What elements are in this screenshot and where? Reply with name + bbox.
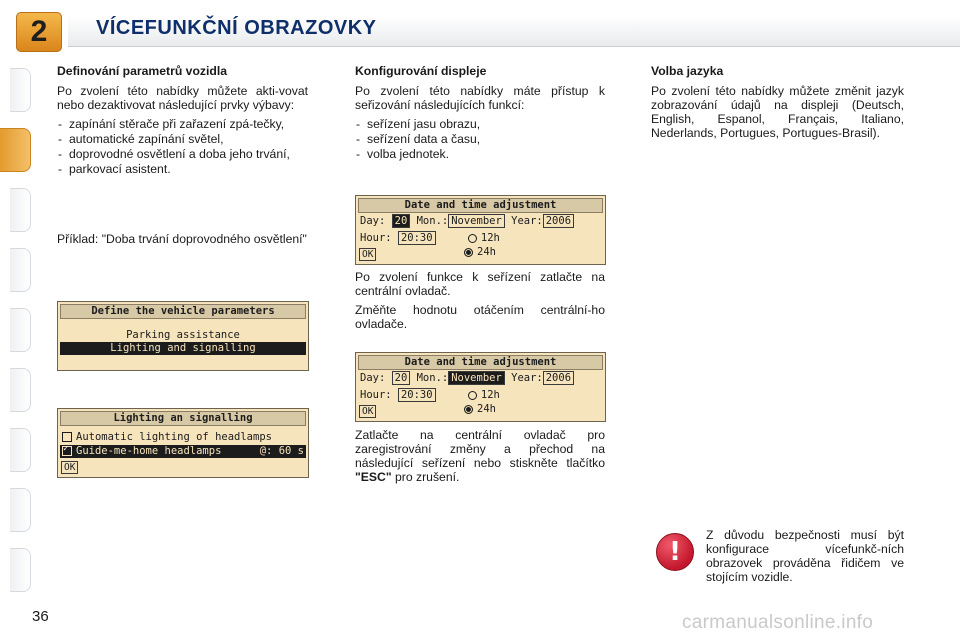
radio-selected-icon: [464, 405, 473, 414]
ok-button: OK: [359, 405, 376, 418]
date-row: [360, 372, 574, 385]
warning-text: Z důvodu bezpečnosti musí být konfigurace vícefunkč-ních obrazovek prováděna řidičem ve stojícím vozidle.: [706, 528, 904, 584]
option-auto-lighting: [62, 431, 272, 444]
instruction-text: Zatlačte na centrální ovladač pro zaregistrování změny a přechod na následující seřízení nebo stiskněte tlačítko: [355, 428, 605, 470]
radio-24h: [464, 246, 496, 259]
chapter-tabs: [0, 60, 34, 590]
day-label: Day:: [360, 215, 386, 227]
month-value-selected: November: [448, 371, 505, 385]
radio-12h: [468, 232, 500, 244]
screen-title: Date and time adjustment: [358, 355, 603, 370]
radio-label: 12h: [480, 232, 500, 244]
month-value: November: [448, 214, 505, 228]
list-item: - seřízení jasu obrazu,: [355, 117, 605, 131]
ok-button: OK: [359, 248, 376, 261]
menu-item-lighting-selected: Lighting and signalling: [60, 342, 306, 355]
year-value: 2006: [543, 214, 574, 228]
screen-define-parameters: [57, 301, 309, 371]
chapter-tab-3[interactable]: [10, 188, 31, 232]
column-display-config: [355, 64, 605, 162]
warning-icon: [656, 533, 694, 571]
radio-icon: [468, 234, 477, 243]
instructions-1: [355, 270, 605, 336]
page-header: [0, 0, 960, 58]
example-text: Příklad: "Doba trvání doprovodného osvětlení": [57, 232, 307, 246]
list-item: - doprovodné osvětlení a doba jeho trvání,: [57, 147, 308, 161]
list-item: - zapínání stěrače při zařazení zpá-tečky,: [57, 117, 308, 131]
section-heading: Volba jazyka: [651, 64, 724, 78]
language-text: Po zvolení této nabídky můžete změnit jazyk zobrazování údajů na displeji (Deutsch, English, Espanol, Français, Italiano, Nederlands, Portugues, Portugues-Brasil).: [651, 84, 904, 140]
screen-title: Lighting an signalling: [60, 411, 306, 426]
watermark: carmanualsonline.info: [682, 612, 874, 633]
column-vehicle-parameters: [57, 64, 308, 251]
time-row: [360, 232, 500, 245]
section-heading: Konfigurování displeje: [355, 64, 487, 78]
screen-date-time-1: [355, 195, 606, 265]
radio-label: 24h: [477, 403, 496, 415]
option-label: Automatic lighting of headlamps: [76, 431, 272, 443]
radio-24h: [464, 403, 496, 416]
radio-label: 12h: [480, 389, 500, 401]
list-item: - volba jednotek.: [355, 147, 605, 161]
esc-key-label: "ESC": [355, 470, 392, 484]
hour-value: 20:30: [398, 231, 436, 245]
chapter-badge: [16, 12, 62, 52]
hour-label: Hour:: [360, 232, 392, 244]
radio-icon: [468, 391, 477, 400]
day-value-selected: 20: [392, 214, 411, 228]
year-value: 2006: [543, 371, 574, 385]
section-intro: Po zvolení této nabídky máte přístup k seřizování následujících funkcí:: [355, 84, 605, 112]
section-heading: Definování parametrů vozidla: [57, 64, 227, 78]
feature-list: [57, 117, 308, 176]
year-label: Year:: [511, 372, 543, 384]
instruction-push: Po zvolení funkce k seřízení zatlačte na centrální ovladač.: [355, 270, 605, 298]
screen-title: Date and time adjustment: [358, 198, 603, 213]
checkbox-icon: [62, 432, 72, 442]
radio-label: 24h: [477, 246, 496, 258]
chapter-tab-9[interactable]: [10, 548, 31, 592]
chapter-tab-8[interactable]: [10, 488, 31, 532]
radio-12h: [468, 389, 500, 401]
chapter-tab-1[interactable]: [10, 68, 31, 112]
year-label: Year:: [511, 215, 543, 227]
option-guide-me-home-selected: [60, 445, 306, 458]
hour-label: Hour:: [360, 389, 392, 401]
instructions-2: [355, 428, 605, 489]
chapter-tab-5[interactable]: [10, 308, 31, 352]
option-label: Guide-me-home headlamps: [76, 445, 222, 457]
instruction-text: pro zrušení.: [395, 470, 460, 484]
screen-date-time-2: [355, 352, 606, 422]
day-value: 20: [392, 371, 411, 385]
function-list: [355, 117, 605, 161]
instruction-rotate: Změňte hodnotu otáčením centrální-ho ovladače.: [355, 303, 605, 331]
screen-lighting: [57, 408, 309, 478]
duration-value: @: 60 s: [259, 445, 304, 457]
month-label: Mon.:: [416, 372, 449, 384]
page-title: VÍCEFUNKČNÍ OBRAZOVKY: [96, 17, 377, 39]
hour-value: 20:30: [398, 388, 436, 402]
screen-title: Define the vehicle parameters: [60, 304, 306, 319]
checkbox-checked-icon: [62, 446, 72, 456]
chapter-tab-2-active[interactable]: [0, 128, 31, 172]
ok-button: OK: [61, 461, 78, 474]
chapter-tab-7[interactable]: [10, 428, 31, 472]
chapter-tab-4[interactable]: [10, 248, 31, 292]
chapter-tab-6[interactable]: [10, 368, 31, 412]
page-number: 36: [32, 608, 49, 625]
exclamation-icon: !: [669, 537, 681, 567]
time-row: [360, 389, 500, 402]
radio-selected-icon: [464, 248, 473, 257]
chapter-number: 2: [30, 15, 48, 48]
day-label: Day:: [360, 372, 386, 384]
month-label: Mon.:: [416, 215, 449, 227]
section-intro: Po zvolení této nabídky můžete akti-vovat nebo dezaktivovat následující prvky výbavy:: [57, 84, 308, 112]
list-item: - automatické zapínání světel,: [57, 132, 308, 146]
menu-item-parking: Parking assistance: [126, 329, 240, 341]
date-row: [360, 215, 574, 228]
list-item: - seřízení data a času,: [355, 132, 605, 146]
column-language: [651, 64, 904, 145]
list-item: - parkovací asistent.: [57, 162, 308, 176]
instruction-confirm: [355, 428, 605, 484]
